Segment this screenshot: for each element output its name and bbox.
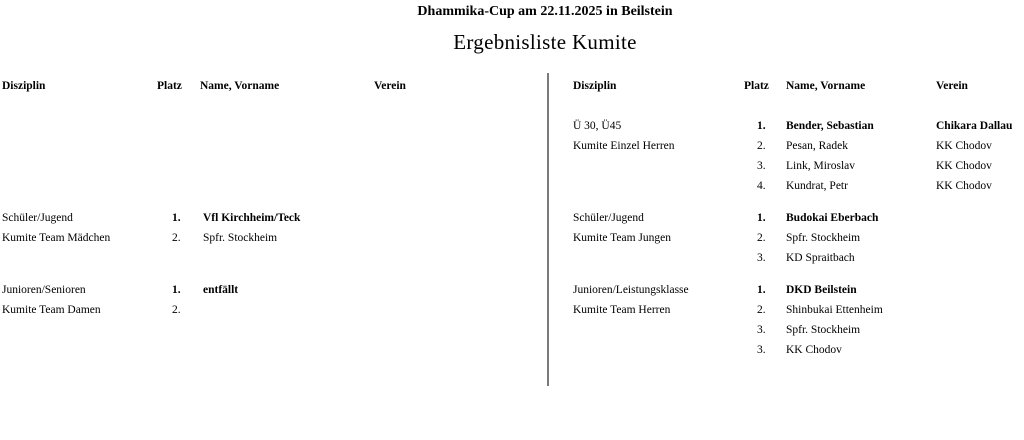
platz-cell: 2. [172,232,181,244]
discipline-label: Kumite Einzel Herren [573,140,675,152]
discipline-label: Junioren/Senioren [2,284,86,296]
name-cell: KD Spraitbach [786,252,855,264]
name-cell: Bender, Sebastian [786,120,874,132]
platz-cell: 1. [757,120,766,132]
platz-cell: 2. [757,140,766,152]
platz-cell: 2. [757,232,766,244]
event-title: Dhammika-Cup am 22.11.2025 in Beilstein [417,4,673,19]
verein-cell: KK Chodov [936,160,992,172]
name-cell: Spfr. Stockheim [203,232,278,244]
platz-cell: 1. [757,212,766,224]
name-cell: KK Chodov [786,344,842,356]
discipline-label: Kumite Team Herren [573,304,671,316]
name-cell: Link, Miroslav [786,160,855,172]
name-cell: Kundrat, Petr [786,180,848,192]
verein-cell: Chikara Dallau [936,120,1013,132]
verein-cell: KK Chodov [936,180,992,192]
discipline-label: Schüler/Jugend [2,212,73,224]
header-name-right: Name, Vorname [786,80,866,92]
discipline-label: Schüler/Jugend [573,212,644,224]
platz-cell: 3. [757,344,766,356]
platz-cell: 1. [172,284,181,296]
platz-cell: 3. [757,324,766,336]
name-cell: entfällt [203,284,239,296]
column-divider [547,73,549,386]
platz-cell: 2. [757,304,766,316]
platz-cell: 1. [757,284,766,296]
name-cell: Spfr. Stockheim [786,232,861,244]
name-cell: DKD Beilstein [786,284,857,296]
discipline-label: Kumite Team Mädchen [2,232,111,244]
name-cell: Vfl Kirchheim/Teck [203,212,301,224]
name-cell: Budokai Eberbach [786,212,879,224]
header-name-left: Name, Vorname [200,80,280,92]
verein-cell: KK Chodov [936,140,992,152]
header-disziplin-right: Disziplin [573,80,617,92]
discipline-label: Junioren/Leistungsklasse [573,284,689,296]
discipline-label: Ü 30, Ü45 [573,120,622,132]
platz-cell: 3. [757,160,766,172]
name-cell: Spfr. Stockheim [786,324,861,336]
name-cell: Shinbukai Ettenheim [786,304,883,316]
platz-cell: 4. [757,180,766,192]
header-platz-right: Platz [744,80,769,92]
header-verein-right: Verein [936,80,968,92]
discipline-label: Kumite Team Jungen [573,232,671,244]
header-disziplin-left: Disziplin [2,80,46,92]
discipline-label: Kumite Team Damen [2,304,101,316]
platz-cell: 3. [757,252,766,264]
page-title: Ergebnisliste Kumite [453,30,637,54]
platz-cell: 1. [172,212,181,224]
header-platz-left: Platz [157,80,182,92]
header-verein-left: Verein [374,80,406,92]
name-cell: Pesan, Radek [786,140,848,152]
platz-cell: 2. [172,304,181,316]
